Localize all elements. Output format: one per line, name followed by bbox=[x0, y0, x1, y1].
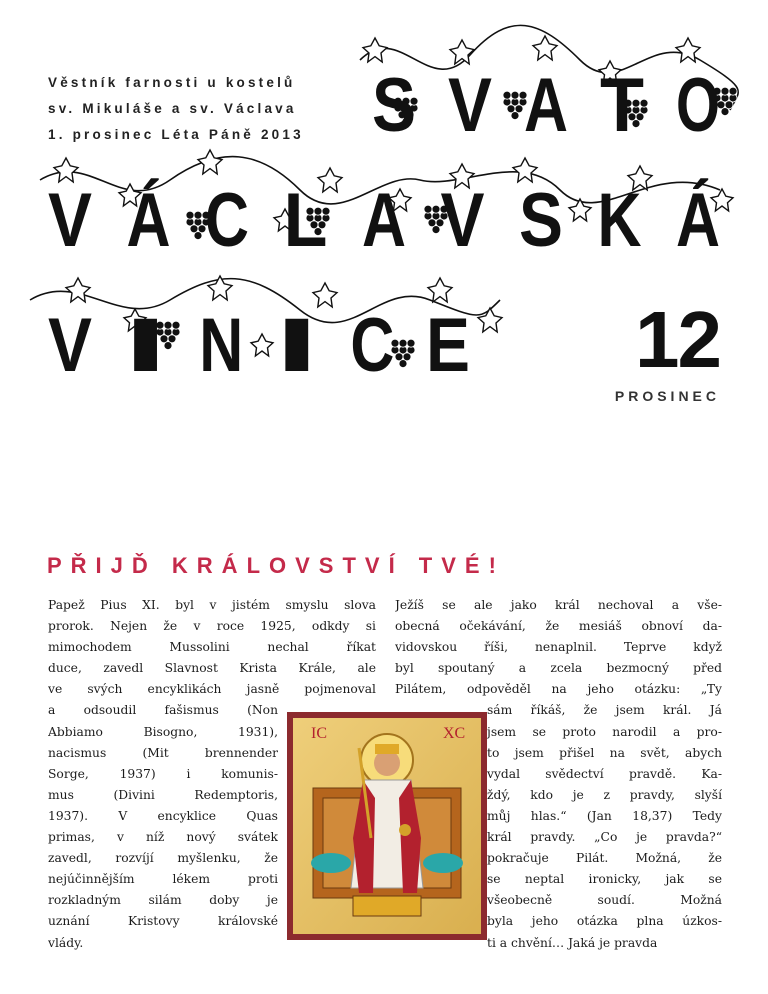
article-line: se neptal ironicky, jak se bbox=[487, 872, 722, 887]
article-line: uznání Kristovy královské bbox=[48, 914, 278, 929]
vine-leaf-icon bbox=[533, 36, 557, 60]
title-letter: L bbox=[283, 178, 328, 263]
vine-leaf-icon bbox=[478, 308, 502, 332]
title-letter: V bbox=[48, 178, 93, 263]
issue-month: PROSINEC bbox=[614, 388, 720, 404]
article-line: nacismus (Mit brennender bbox=[48, 745, 278, 760]
article-line: rozkladným silám doby je bbox=[48, 893, 278, 908]
article-line: ti a chvění… Jaká je pravda bbox=[487, 935, 658, 950]
info-line-2: sv. Mikuláše a sv. Václava bbox=[48, 101, 297, 116]
article-line: Papež Pius XI. byl v jistém smyslu slova bbox=[48, 598, 376, 612]
info-line-1: Věstník farnosti u kostelů bbox=[48, 75, 296, 90]
vine-leaf-icon bbox=[363, 38, 387, 62]
article-line: a odsoudil fašismus (Non bbox=[48, 703, 278, 718]
vine-leaf-icon bbox=[251, 334, 273, 356]
title-letter: S bbox=[372, 63, 416, 148]
article-line: Sorge, 1937) i komunis- bbox=[48, 766, 278, 781]
title-letter: E bbox=[426, 303, 470, 388]
title-letter: O bbox=[676, 63, 720, 148]
article-line: to jsem přišel na svět, abych bbox=[487, 745, 722, 760]
title-letter: V bbox=[48, 303, 93, 388]
article-line: Ježíš se ale jako král nechoval a vše- bbox=[395, 598, 722, 612]
title-letter: I bbox=[274, 303, 319, 388]
issue-number: 12 bbox=[635, 295, 720, 384]
title-letter: Á bbox=[676, 178, 720, 263]
vine-leaf-icon bbox=[198, 150, 222, 174]
vine-leaf-icon bbox=[450, 40, 474, 64]
article-line: duce, zavedl Slavnost Krista Krále, ale bbox=[48, 661, 376, 676]
article-line: vydal svědectví pravdě. Ka- bbox=[487, 766, 722, 781]
title-letter: T bbox=[600, 63, 644, 148]
article-line: král pravdy. „Co je pravda?“ bbox=[487, 830, 722, 845]
article-line: všeobecně soudí. Možná bbox=[487, 893, 722, 908]
vine-leaf-icon bbox=[66, 278, 90, 302]
title-letter: A bbox=[524, 63, 568, 148]
article-line: mus (Divini Redemptoris, bbox=[48, 787, 278, 802]
article-line: byla jeho otázka plna úzkos- bbox=[487, 914, 722, 929]
article-line: primas, v níž nový svátek bbox=[48, 830, 278, 845]
christ-king-icon bbox=[287, 712, 487, 940]
article-line: mimochodem Mussolini nechal říkat bbox=[48, 640, 376, 655]
article-line: Abbiamo Bisogno, 1931), bbox=[48, 724, 278, 739]
article-line: vidovskou říši, nenaplnil. Teprve když bbox=[395, 640, 722, 655]
title-letter: V bbox=[448, 63, 493, 148]
title-letter: Á bbox=[126, 178, 171, 263]
grape-cluster-icon bbox=[391, 339, 415, 367]
info-line-3: 1. prosinec Léta Páně 2013 bbox=[48, 127, 304, 142]
article-line: vlády. bbox=[48, 935, 84, 950]
article-line: ve svých encyklikách jasně pojmenoval bbox=[48, 682, 376, 697]
article-line: Pilátem, odpověděl na jeho otázku: „Ty bbox=[395, 682, 722, 697]
article-heading: PŘIJĎ KRÁLOVSTVÍ TVÉ! bbox=[47, 553, 505, 578]
article-line: obecná očekávání, že mesiáš obnoví da- bbox=[395, 619, 722, 634]
article-line: pokračuje Pilát. Možná, že bbox=[487, 851, 722, 866]
icon-label-ic: IC bbox=[311, 725, 327, 742]
article-line: zavedl, rozvíjí myšlenku, že bbox=[48, 851, 278, 866]
article-line: 1937). V encyklice Quas bbox=[48, 808, 278, 823]
article-line: můj hlas.“ (Jan 18,37) Tedy bbox=[487, 808, 722, 823]
article-line: sám říkáš, že jsem král. Já bbox=[487, 703, 722, 718]
vine-leaf-icon bbox=[208, 276, 232, 300]
title-letter: I bbox=[123, 303, 168, 388]
icon-label-xc: XC bbox=[443, 725, 466, 742]
title-letter: K bbox=[597, 178, 642, 263]
article-line: byl spoutaný a zcela bezmocný před bbox=[395, 661, 722, 676]
title-letter: C bbox=[205, 178, 249, 263]
article-line: ždý, kdo je z pravdy, slyší bbox=[487, 787, 722, 802]
article-line: prorok. Nejen že v roce 1925, odkdy si bbox=[48, 619, 376, 634]
article-line: jsem se proto narodil a pro- bbox=[487, 724, 722, 739]
title-letter: A bbox=[362, 178, 406, 263]
title-letter: C bbox=[350, 303, 395, 388]
title-letter: S bbox=[519, 178, 563, 263]
vine-leaf-icon bbox=[428, 278, 452, 302]
title-letter: V bbox=[440, 178, 485, 263]
article-line: nejúčinnějším lékem proti bbox=[48, 872, 278, 887]
masthead-title bbox=[48, 63, 720, 388]
title-letter: N bbox=[199, 303, 244, 388]
